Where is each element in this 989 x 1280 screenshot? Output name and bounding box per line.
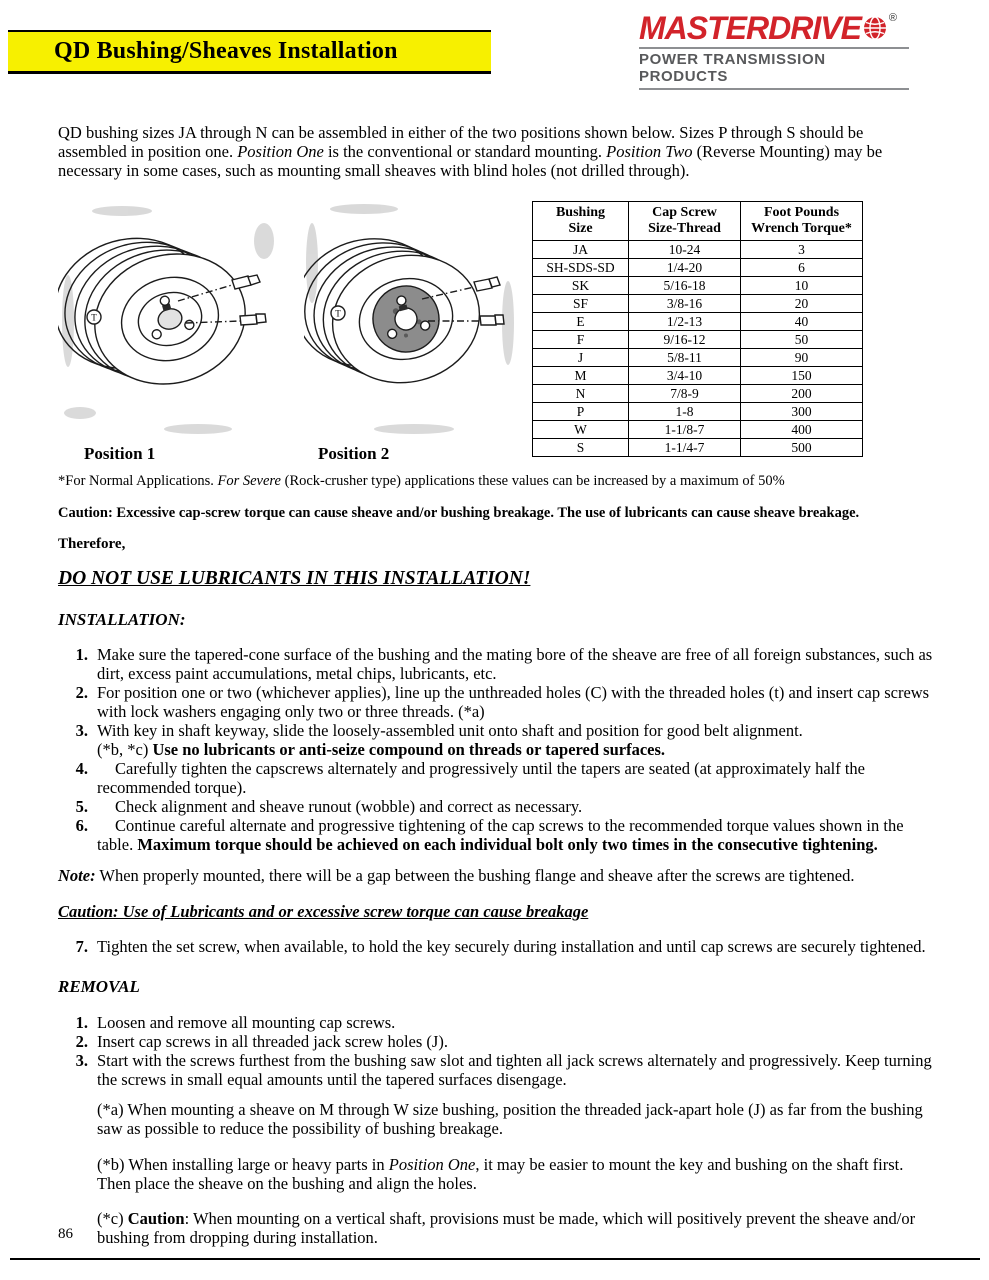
intro-seg: QD bushing sizes JA through N can be assembled in either of the two positions shown below. Sizes P through S should be assembled in position one. [58,123,864,161]
position2-label: Position 2 [318,443,390,463]
fig2-callout-letter: T [335,308,341,319]
table-row [533,277,863,295]
cell-bushing-size: E [533,313,629,331]
cell-cap-screw: 1-8 [629,403,741,421]
table-row [533,349,863,367]
col-bushing-size [533,201,629,240]
position2-illustration [304,203,516,435]
globe-icon [863,16,887,40]
position1-illustration [58,203,280,435]
item-text-seg: Carefully tighten the capscrews alternately and progressively until the tapers are seated (at approximately half the recommended torque). [97,759,866,798]
header-line: Size [568,221,593,236]
item-number: 1. [75,645,88,665]
footnote-severe: For Severe [217,473,281,490]
cell-bushing-size: SH-SDS-SD [533,259,629,277]
footnote-seg: : When mounting on a vertical shaft, provisions must be made, which will positively prevent the sheave and/or bushing from dropping during installation. [97,1209,916,1248]
table-row [533,331,863,349]
col-cap-screw [629,201,741,240]
cell-bushing-size: N [533,385,629,403]
item-number: 6. [75,816,88,836]
item-text [97,684,934,722]
cell-cap-screw: 3/4-10 [629,367,741,385]
intro-seg: is the conventional or standard mounting. [323,141,607,161]
cell-cap-screw: 1-1/4-7 [629,439,741,457]
item-text-seg: Continue careful alternate and progressive tightening of the cap screws to the recommended torque values shown in the table. [97,816,904,855]
footnote-seg: (*b) When installing large or heavy parts in [97,1154,389,1174]
title-band [8,30,491,74]
table-header-row [533,201,863,240]
table-row [533,367,863,385]
brand-row [639,12,909,47]
note-text: When properly mounted, there will be a gap between the bushing flange and sheave after the screws are tightened. [95,866,855,886]
item-text-bold: Maximum torque should be achieved on each individual bolt only two times in the consecutive tightening. [137,835,878,855]
page-title: QD Bushing/Sheaves Installation [54,38,398,64]
intro-position-one: Position One [237,141,324,161]
intro-seg: (Reverse Mounting) may be necessary in some cases, such as mounting small sheaves with blind holes (not drilled through). [58,141,883,180]
cell-bushing-size: JA [533,241,629,259]
footnote-seg: (Rock-crusher type) applications these values can be increased by a maximum of 50% [280,473,785,490]
footnote-position-one: Position One [388,1154,476,1174]
footnote-a [97,1101,934,1139]
cell-torque: 6 [741,259,863,277]
fig1-callout-letter: T [91,312,97,323]
cell-torque: 50 [741,331,863,349]
item-number: 1. [75,1012,88,1032]
cell-bushing-size: M [533,367,629,385]
list-item [58,1014,934,1033]
position1-label: Position 1 [84,443,156,463]
intro-paragraph [58,124,934,181]
item-number: 2. [75,1031,88,1051]
header-line: Foot Pounds [763,204,840,220]
cell-bushing-size: W [533,421,629,439]
item-text-seg: Loosen and remove all mounting cap screws. [97,1012,396,1032]
table-row [533,421,863,439]
item-text-seg: Insert cap screws in all threaded jack screw holes (J). [97,1031,448,1051]
caution-torque: Caution: Excessive cap-screw torque can cause sheave and/or bushing breakage. The use of lubricants can cause sheave breakage. [58,504,860,521]
cell-bushing-size: J [533,349,629,367]
figure-table-row [58,203,934,464]
footnote-c [97,1210,934,1248]
brand-logo [639,12,909,90]
cell-torque: 3 [741,241,863,259]
page-number: 86 [58,1226,73,1242]
item-text [97,722,934,760]
col-torque [741,201,863,240]
table-row [533,403,863,421]
cell-bushing-size: S [533,439,629,457]
header-line: Wrench Torque* [751,221,852,236]
page-content [58,118,934,1265]
list-item [58,760,934,798]
item-text-seg: (*b, *c) [97,740,153,760]
table-footnote [58,473,934,490]
item-text-bold: Use no lubricants or anti-seize compound on threads or tapered surfaces. [152,740,666,760]
item-text [97,938,934,957]
item-text-seg: Start with the screws furthest from the bushing saw slot and tighten all jack screws alternately and progressively. Keep turning the screws in small equal amounts until the tapered surfaces disengage. [97,1050,932,1089]
item-number: 5. [75,797,88,817]
item-text [97,817,934,855]
footnote-seg: (*c) [97,1209,128,1229]
list-item [58,646,934,684]
header-line: Size-Thread [648,221,721,236]
sheave-body [58,211,261,410]
item-text [97,646,934,684]
brand-name: MASTERDRIVE [639,10,861,46]
position2-figure [304,203,516,464]
header-line: Cap Screw [652,204,717,220]
item-text [97,798,934,817]
torque-table [532,201,863,457]
header-line: Bushing [555,204,606,220]
cell-torque: 40 [741,313,863,331]
item-text-seg: Check alignment and sheave runout (wobble) and correct as necessary. [115,797,583,817]
cell-bushing-size: SK [533,277,629,295]
list-item [58,1033,934,1052]
therefore-text: Therefore, [58,535,126,552]
table-row [533,259,863,277]
item-text-seg: For position one or two (whichever applies), line up the unthreaded holes (C) with the threaded holes (t) and insert cap screws with lock washers engaging only two or three threads. (*a) [97,683,930,722]
cell-torque: 200 [741,385,863,403]
item-text [97,1052,934,1090]
intro-position-two: Position Two [606,141,693,161]
cell-cap-screw: 5/8-11 [629,349,741,367]
footnote-seg: *For Normal Applications. [58,473,218,490]
cell-bushing-size: F [533,331,629,349]
table-row [533,241,863,259]
list-item [58,938,934,957]
item-number: 7. [75,937,88,957]
cell-torque: 90 [741,349,863,367]
cell-cap-screw: 1/4-20 [629,259,741,277]
cell-cap-screw: 3/8-16 [629,295,741,313]
lubricant-caution: Caution: Use of Lubricants and or excessive screw torque can cause breakage [58,901,589,921]
installation-list [58,646,934,855]
cell-cap-screw: 7/8-9 [629,385,741,403]
cell-cap-screw: 1-1/8-7 [629,421,741,439]
item-text [97,1014,934,1033]
item-number: 3. [75,1050,88,1070]
item-text-seg: Make sure the tapered-cone surface of the bushing and the mating bore of the sheave are free of all foreign substances, such as dirt, excess paint accumulations, metal chips, lubricants, etc. [97,645,933,684]
position1-figure [58,203,280,464]
removal-list [58,1014,934,1090]
cell-torque: 300 [741,403,863,421]
item-number: 2. [75,683,88,703]
item-text [97,760,934,798]
table-row [533,313,863,331]
table-row [533,439,863,457]
footnotes-block [97,1101,934,1248]
footer-rule [10,1258,980,1260]
footnote-b [97,1156,934,1194]
cell-bushing-size: SF [533,295,629,313]
footnote-seg: , it may be easier to mount the key and bushing on the shaft first. Then place the sheave on the bushing and align the holes. [97,1154,904,1193]
item-text [97,1033,934,1052]
item-number: 3. [75,721,88,741]
cell-cap-screw: 5/16-18 [629,277,741,295]
installation-heading: INSTALLATION: [58,609,186,629]
cell-torque: 150 [741,367,863,385]
item-number: 4. [75,759,88,779]
cell-bushing-size: P [533,403,629,421]
item-text-seg: Tighten the set screw, when available, to hold the key securely during installation and until cap screws are securely tightened. [97,937,926,957]
registered-mark: ® [888,12,898,24]
no-lubricants-warning: DO NOT USE LUBRICANTS IN THIS INSTALLATION! [58,568,531,590]
item-text-seg: With key in shaft keyway, slide the loosely-assembled unit onto shaft and position for good belt alignment. [97,721,803,741]
table-row [533,385,863,403]
cell-cap-screw: 10-24 [629,241,741,259]
cell-torque: 10 [741,277,863,295]
note-label: Note: [58,866,96,886]
gap-note [58,867,934,886]
cell-cap-screw: 1/2-13 [629,313,741,331]
list-item [58,1052,934,1090]
list-item [58,722,934,760]
cell-torque: 20 [741,295,863,313]
list-item [58,798,934,817]
cell-torque: 400 [741,421,863,439]
footnote-caution-word: Caution [127,1209,185,1229]
table-row [533,295,863,313]
cell-torque: 500 [741,439,863,457]
list-item [58,684,934,722]
brand-tagline: POWER TRANSMISSION PRODUCTS [639,47,909,90]
footnote-seg: (*a) When mounting a sheave on M through W size bushing, position the threaded jack-apart hole (J) as far from the bushing saw as possible to reduce the possibility of bushing breakage. [97,1100,923,1139]
removal-heading: REMOVAL [58,977,140,997]
list-item [58,817,934,855]
cell-cap-screw: 9/16-12 [629,331,741,349]
